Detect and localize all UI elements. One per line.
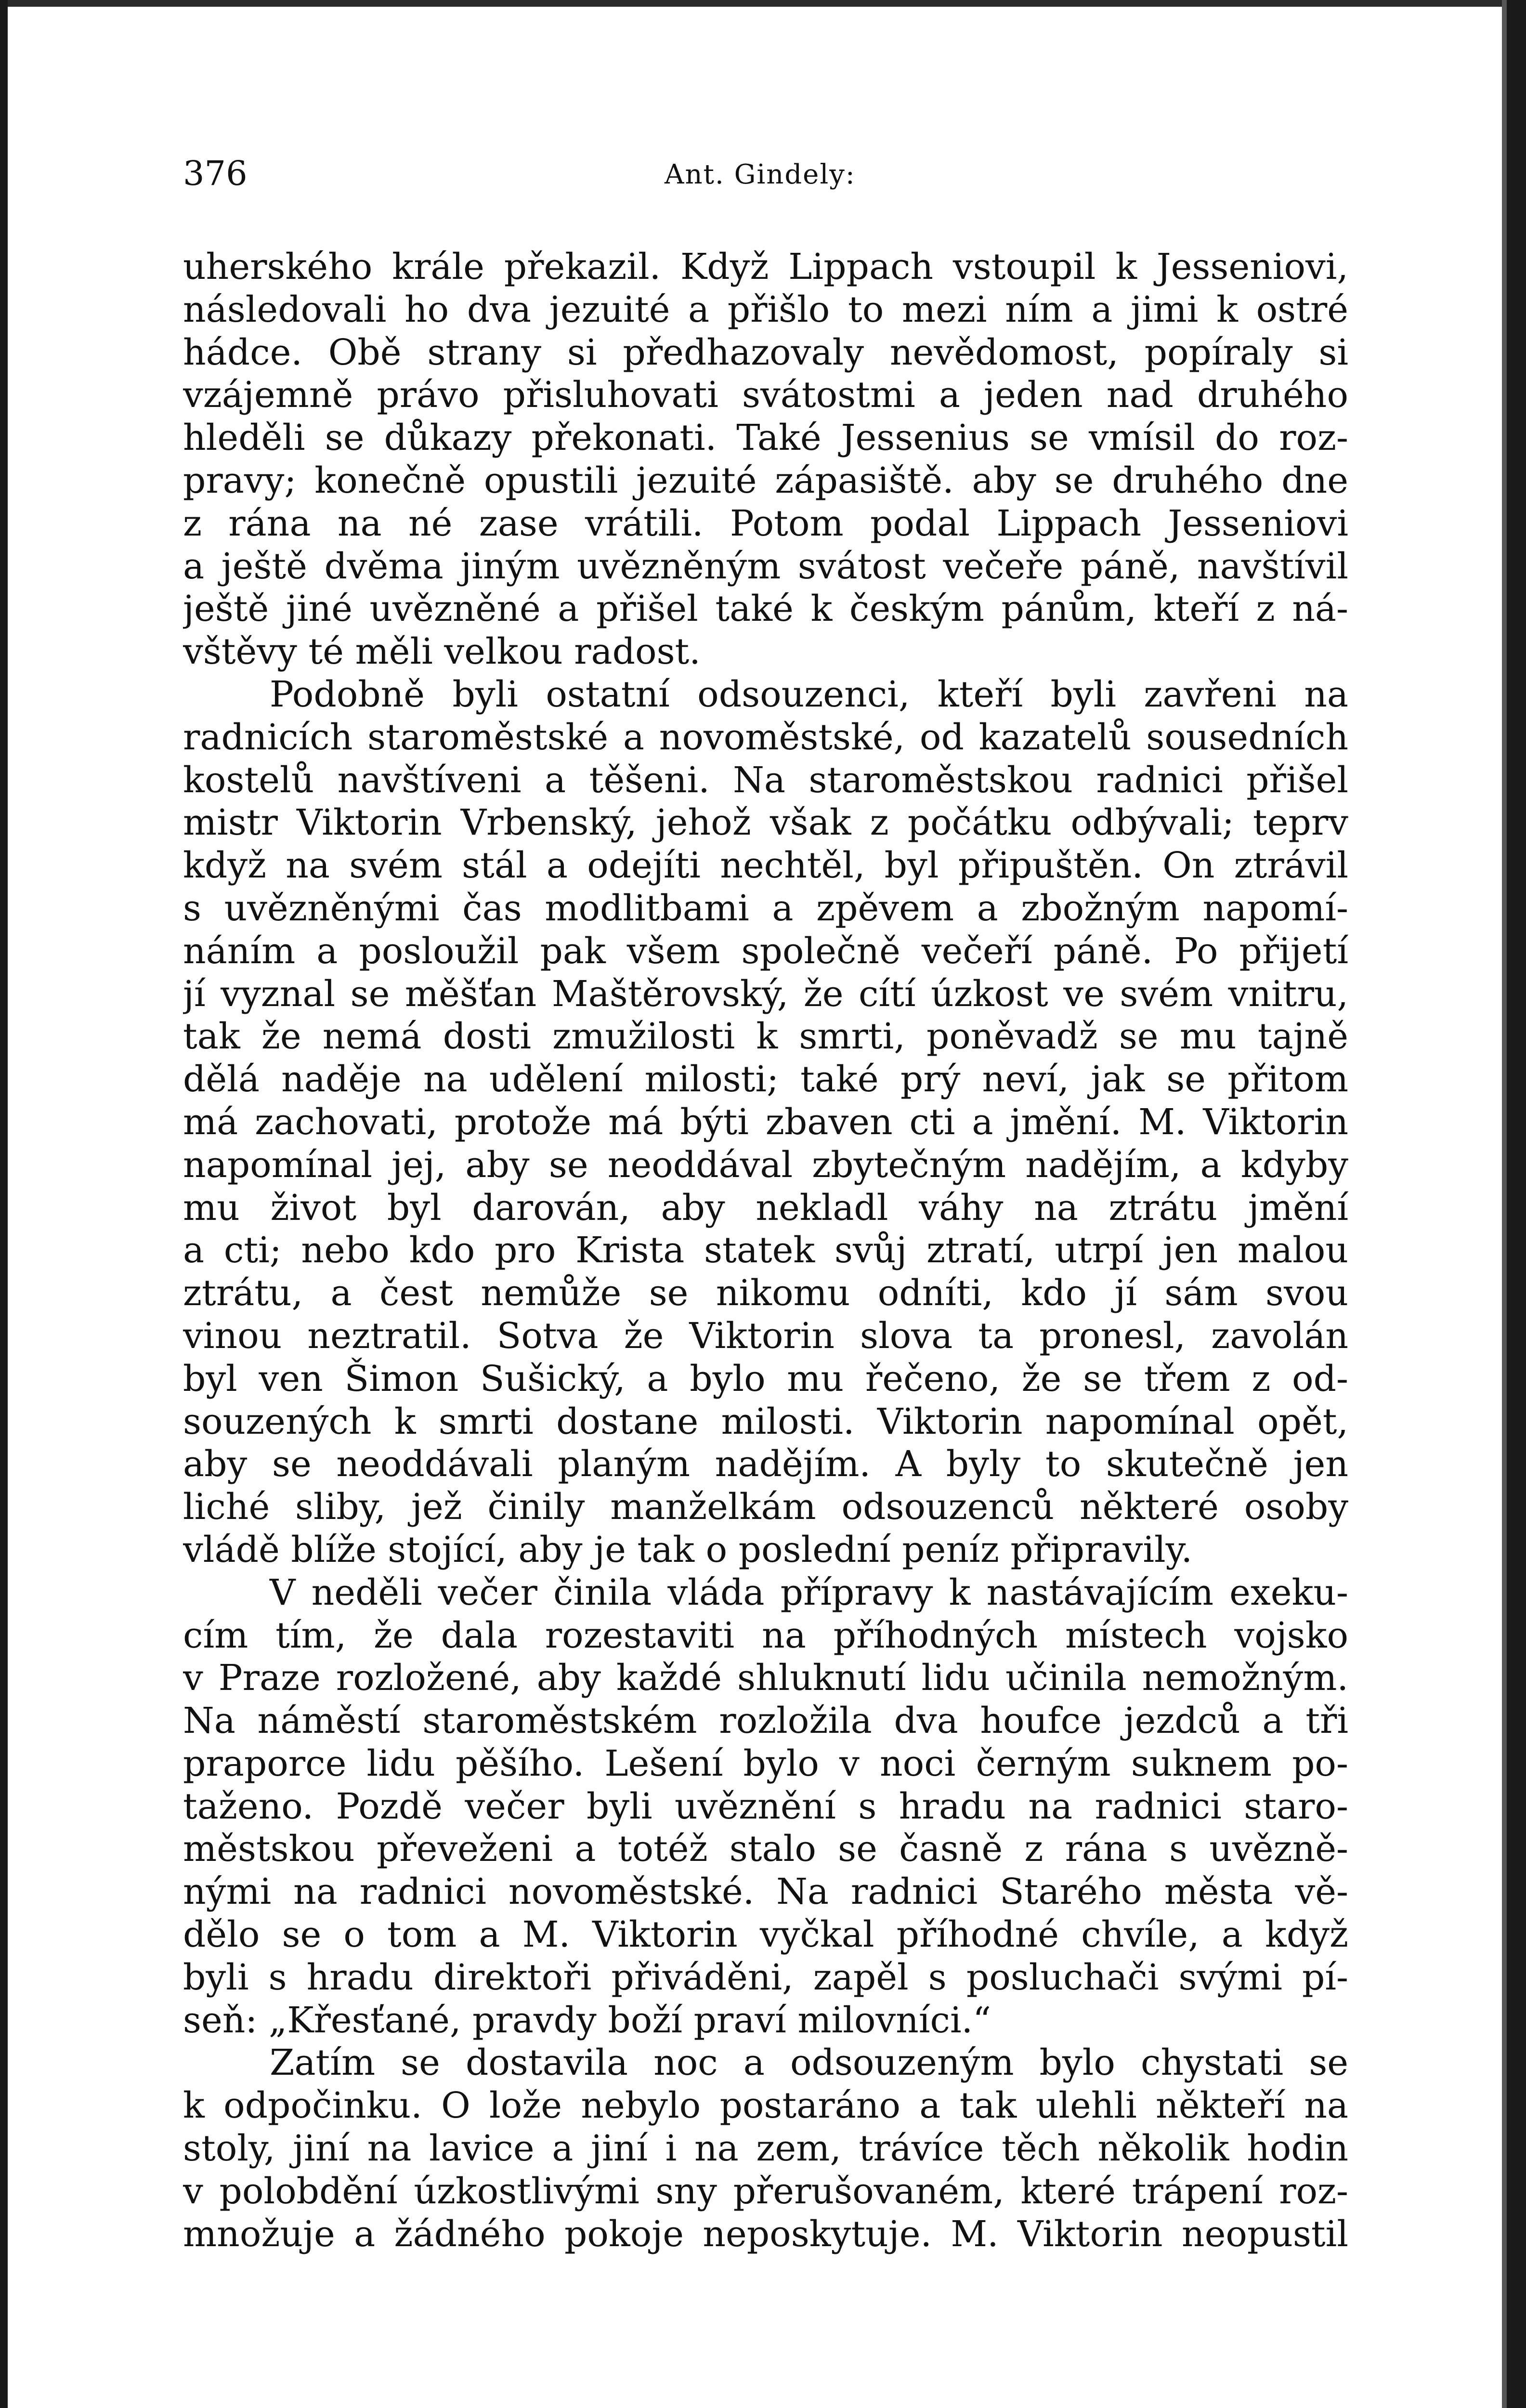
text-line: souzených k smrti dostane milosti. Viktorin napomínal opět,: [183, 1400, 1348, 1442]
text-line: stoly, jiní na lavice a jiní i na zem, trávíce těch několik hodin: [183, 2128, 1348, 2170]
text-line: nými na radnici novoměstské. Na radnici Starého města vě-: [183, 1871, 1348, 1913]
text-line: v Praze rozložené, aby každé shluknutí lidu učinila nemožným.: [183, 1657, 1348, 1699]
text-line: vinou neztratil. Sotva že Viktorin slova ta pronesl, zavolán: [183, 1315, 1348, 1357]
body-text: [183, 246, 1348, 2255]
text-line: hádce. Obě strany si předhazovaly nevědomost, popíraly si: [183, 331, 1348, 373]
text-line: cím tím, že dala rozestaviti na příhodných místech vojsko: [183, 1614, 1348, 1656]
text-line: a ještě dvěma jiným uvězněným svátost večeře páně, navštívil: [183, 545, 1348, 587]
text-line: vzájemně právo přisluhovati svátostmi a jeden nad druhého: [183, 374, 1348, 416]
running-head-author: Ant. Gindely:: [665, 159, 856, 190]
text-line: ještě jiné uvězněné a přišel také k českým pánům, kteří z ná-: [183, 588, 1348, 630]
text-line: uherského krále překazil. Když Lippach vstoupil k Jesseniovi,: [183, 246, 1348, 288]
scan-border-left: [0, 0, 8, 2408]
text-line: napomínal jej, aby se neoddával zbytečným nadějím, a kdyby: [183, 1144, 1348, 1186]
text-line: byli s hradu direktoři přiváděni, zapěl s posluchači svými pí-: [183, 1956, 1348, 1998]
text-line: z rána na né zase vrátili. Potom podal Lippach Jesseniovi: [183, 502, 1348, 544]
text-line: v polobdění úzkostlivými sny přerušovaném, které trápení roz-: [183, 2170, 1348, 2212]
text-line: praporce lidu pěšího. Lešení bylo v noci černým suknem po-: [183, 1742, 1348, 1784]
text-line: Na náměstí staroměstském rozložila dva houfce jezdců a tři: [183, 1700, 1348, 1742]
text-line: má zachovati, protože má býti zbaven cti a jmění. M. Viktorin: [183, 1101, 1348, 1143]
scan-border-top: [0, 0, 1526, 7]
text-line: pravy; konečně opustili jezuité zápasiště. aby se druhého dne: [183, 459, 1348, 501]
text-line: mistr Viktorin Vrbenský, jehož však z počátku odbývali; teprv: [183, 802, 1348, 844]
paragraph-first-line: Podobně byli ostatní odsouzenci, kteří byli zavřeni na: [270, 673, 1348, 715]
paragraph-first-line: Zatím se dostavila noc a odsouzeným bylo chystati se: [270, 2042, 1348, 2084]
text-line: k odpočinku. O lože nebylo postaráno a tak ulehli někteří na: [183, 2085, 1348, 2127]
text-line: aby se neoddávali planým nadějím. A byly to skutečně jen: [183, 1443, 1348, 1485]
text-line: taženo. Pozdě večer byli uvěznění s hradu na radnici staro-: [183, 1785, 1348, 1827]
text-line: množuje a žádného pokoje neposkytuje. M. Viktorin neopustil: [183, 2213, 1348, 2255]
text-line: hleděli se důkazy překonati. Také Jessenius se vmísil do roz-: [183, 417, 1348, 459]
paragraph-first-line: V neděli večer činila vláda přípravy k nastávajícím exeku-: [270, 1571, 1348, 1613]
text-line: vštěvy té měli velkou radost.: [183, 631, 701, 673]
scan-border-right: [1507, 0, 1526, 2408]
text-line: ztrátu, a čest nemůže se nikomu odníti, kdo jí sám svou: [183, 1272, 1348, 1314]
text-line: následovali ho dva jezuité a přišlo to mezi ním a jimi k ostré: [183, 288, 1348, 330]
text-line: s uvězněnými čas modlitbami a zpěvem a zbožným napomí-: [183, 887, 1348, 929]
text-line: jí vyznal se měšťan Maštěrovský, že cítí úzkost ve svém vnitru,: [183, 973, 1348, 1015]
text-line: vládě blíže stojící, aby je tak o poslední peníz připravily.: [183, 1529, 1193, 1570]
page-number: 376: [183, 154, 248, 193]
text-line: liché sliby, jež činily manželkám odsouzenců některé osoby: [183, 1486, 1348, 1528]
text-line: náním a posloužil pak všem společně večeří páně. Po přijetí: [183, 930, 1348, 972]
text-line: tak že nemá dosti zmužilosti k smrti, poněvadž se mu tajně: [183, 1016, 1348, 1058]
text-line: a cti; nebo kdo pro Krista statek svůj ztratí, utrpí jen malou: [183, 1230, 1348, 1271]
book-page: [183, 144, 1348, 2255]
text-line: mu život byl darován, aby nekladl váhy na ztrátu jmění: [183, 1187, 1348, 1229]
text-line: seň: „Křesťané, pravdy boží praví milovníci.“: [183, 1999, 991, 2041]
text-line: byl ven Šimon Sušický, a bylo mu řečeno, že se třem z od-: [183, 1358, 1348, 1400]
text-line: radnicích staroměstské a novoměstské, od kazatelů sousedních: [183, 716, 1348, 758]
running-head: [183, 144, 1348, 202]
text-line: dělá naděje na udělení milosti; také prý neví, jak se přitom: [183, 1059, 1348, 1100]
text-line: když na svém stál a odejíti nechtěl, byl připuštěn. On ztrávil: [183, 845, 1348, 887]
text-line: kostelů navštíveni a těšeni. Na staroměstskou radnici přišel: [183, 759, 1348, 801]
text-line: dělo se o tom a M. Viktorin vyčkal příhodné chvíle, a když: [183, 1914, 1348, 1956]
text-line: městskou převeženi a totéž stalo se časně z rána s uvězně-: [183, 1828, 1348, 1870]
scan-border-right-inner: [1502, 0, 1507, 2408]
